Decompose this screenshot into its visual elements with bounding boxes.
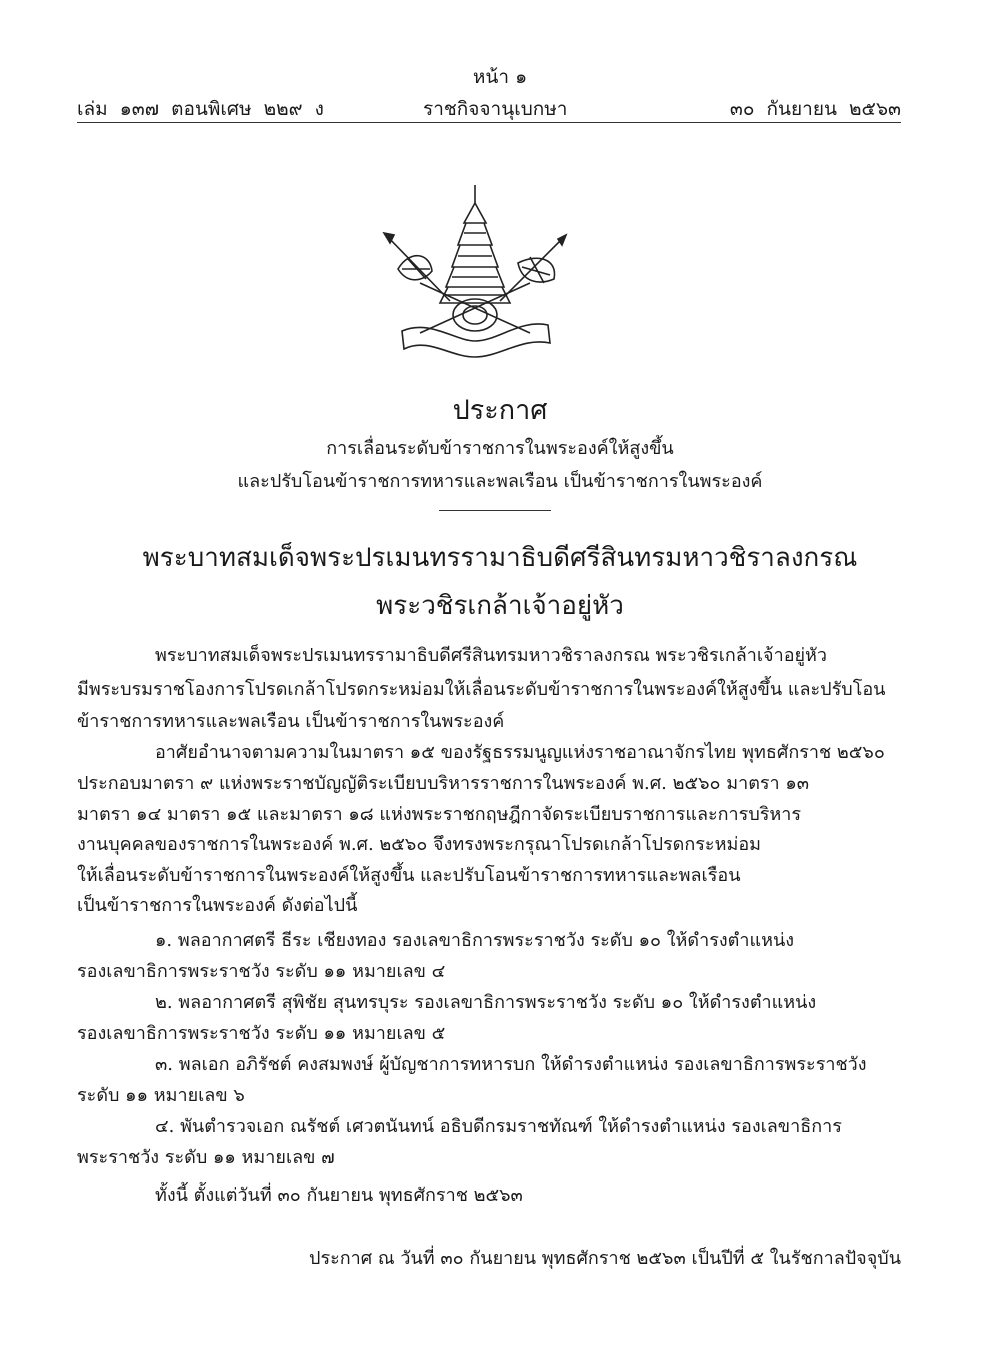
body-line: งานบุคคลของราชการในพระองค์ พ.ศ. ๒๕๖๐ จึงทรงพระกรุณาโปรดเกล้าโปรดกระหม่อม — [77, 834, 762, 855]
body-line: อาศัยอำนาจตามความในมาตรา ๑๕ ของรัฐธรรมนูญแห่งราชอาณาจักรไทย พุทธศักราช ๒๕๖๐ — [155, 742, 885, 763]
closing-statement: ประกาศ ณ วันที่ ๓๐ กันยายน พุทธศักราช ๒๕๖๓ เป็นปีที่ ๕ ในรัชกาลปัจจุบัน — [309, 1248, 901, 1269]
item-4-line-1: ๔. พันตำรวจเอก ณรัชต์ เศวตนันทน์ อธิบดีกรมราชทัณฑ์ ให้ดำรงตำแหน่ง รองเลขาธิการ — [155, 1116, 842, 1137]
body-line: มาตรา ๑๔ มาตรา ๑๕ และมาตรา ๑๘ แห่งพระราชกฤษฎีกาจัดระเบียบราชการและการบริหาร — [77, 804, 802, 825]
publication-name: ราชกิจจานุเบกษา — [423, 98, 568, 120]
item-3-line-1: ๓. พลเอก อภิรัชต์ คงสมพงษ์ ผู้บัญชาการทหารบก ให้ดำรงตำแหน่ง รองเลขาธิการพระราชวัง — [155, 1054, 867, 1075]
body-line: ให้เลื่อนระดับข้าราชการในพระองค์ให้สูงขึ้น และปรับโอนข้าราชการทหารและพลเรือน — [77, 865, 741, 886]
title-divider — [439, 510, 551, 511]
effective-date: ทั้งนี้ ตั้งแต่วันที่ ๓๐ กันยายน พุทธศักราช ๒๕๖๓ — [155, 1185, 523, 1206]
item-1-line-1: ๑. พลอากาศตรี ธีระ เชียงทอง รองเลขาธิการพระราชวัง ระดับ ๑๐ ให้ดำรงตำแหน่ง — [155, 930, 795, 951]
item-4-line-2: พระราชวัง ระดับ ๑๑ หมายเลข ๗ — [77, 1147, 335, 1168]
announcement-title: ประกาศ — [452, 395, 548, 426]
body-line: มีพระบรมราชโองการโปรดเกล้าโปรดกระหม่อมให้เลื่อนระดับข้าราชการในพระองค์ให้สูงขึ้น และปรับโอน — [77, 679, 886, 700]
item-1-line-2: รองเลขาธิการพระราชวัง ระดับ ๑๑ หมายเลข ๔ — [77, 961, 446, 982]
gazette-header — [77, 94, 901, 123]
royal-emblem-icon — [380, 183, 570, 358]
king-name-line-1: พระบาทสมเด็จพระปรเมนทรรามาธิบดีศรีสินทรมหาวชิราลงกรณ — [142, 543, 858, 573]
body-line: ประกอบมาตรา ๙ แห่งพระราชบัญญัติระเบียบบริหารราชการในพระองค์ พ.ศ. ๒๕๖๐ มาตรา ๑๓ — [77, 773, 810, 794]
body-line: พระบาทสมเด็จพระปรเมนทรรามาธิบดีศรีสินทรมหาวชิราลงกรณ พระวชิรเกล้าเจ้าอยู่หัว — [155, 645, 828, 666]
publication-date: ๓๐ กันยายน ๒๕๖๓ — [729, 98, 901, 120]
item-2-line-1: ๒. พลอากาศตรี สุพิชัย สุนทรบุระ รองเลขาธิการพระราชวัง ระดับ ๑๐ ให้ดำรงตำแหน่ง — [155, 992, 817, 1013]
king-name-line-2: พระวชิรเกล้าเจ้าอยู่หัว — [376, 591, 624, 621]
item-2-line-2: รองเลขาธิการพระราชวัง ระดับ ๑๑ หมายเลข ๕ — [77, 1023, 446, 1044]
body-line: ข้าราชการทหารและพลเรือน เป็นข้าราชการในพระองค์ — [77, 711, 505, 732]
item-3-line-2: ระดับ ๑๑ หมายเลข ๖ — [77, 1085, 245, 1106]
page-number: หน้า ๑ — [472, 66, 528, 88]
body-line: เป็นข้าราชการในพระองค์ ดังต่อไปนี้ — [77, 895, 358, 916]
announcement-subtitle-1: การเลื่อนระดับข้าราชการในพระองค์ให้สูงขึ้น — [326, 438, 674, 459]
announcement-subtitle-2: และปรับโอนข้าราชการทหารและพลเรือน เป็นข้าราชการในพระองค์ — [237, 471, 763, 492]
volume-issue: เล่ม ๑๓๗ ตอนพิเศษ ๒๒๙ ง — [77, 98, 324, 120]
